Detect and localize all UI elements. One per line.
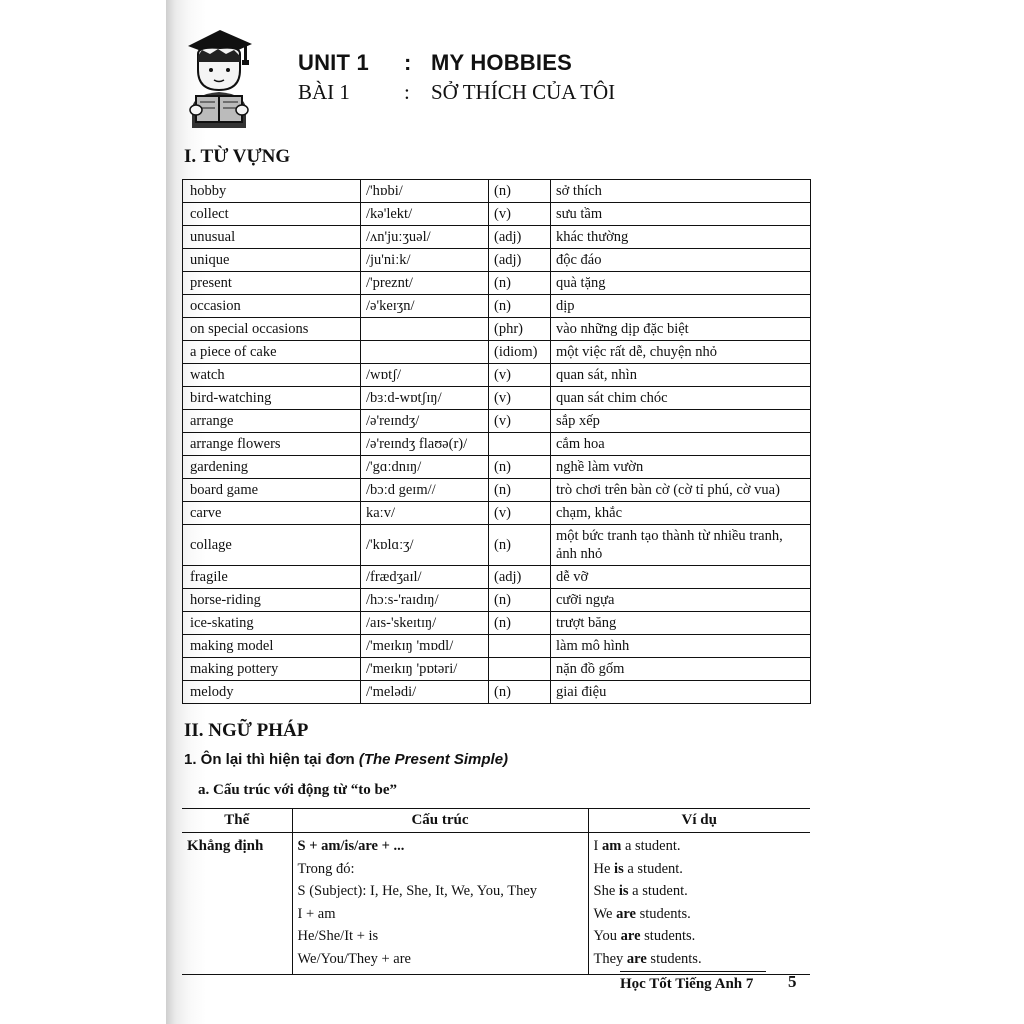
- vocab-meaning: sắp xếp: [551, 410, 811, 433]
- unit-title-line: [298, 50, 572, 76]
- example-subject: I: [593, 838, 602, 854]
- example-verb: are: [616, 905, 636, 922]
- vocab-word: arrange: [183, 410, 361, 433]
- vocab-meaning: nghề làm vườn: [551, 456, 811, 479]
- vocab-word: hobby: [183, 180, 361, 203]
- student-mascot-icon: [180, 24, 256, 128]
- vocab-ipa: /aɪs-'skeɪtɪŋ/: [361, 612, 489, 635]
- vocab-ipa: /frædʒaɪl/: [361, 566, 489, 589]
- example-cell: [588, 833, 810, 975]
- vocab-ipa: /'hɒbi/: [361, 180, 489, 203]
- vocab-meaning: trò chơi trên bàn cờ (cờ tỉ phú, cờ vua): [551, 479, 811, 502]
- vocab-row: [183, 180, 811, 203]
- vocab-row: [183, 226, 811, 249]
- vocab-ipa: /ə'reɪndʒ flaʊə(r)/: [361, 433, 489, 456]
- structure-line: I + am: [297, 905, 336, 922]
- vocab-word: making model: [183, 635, 361, 658]
- scan-margin: [0, 0, 166, 1024]
- vocab-pos: (n): [489, 525, 551, 566]
- vocab-pos: (v): [489, 410, 551, 433]
- vocab-ipa: /'gɑːdnɪŋ/: [361, 456, 489, 479]
- vocab-meaning: dễ vỡ: [551, 566, 811, 589]
- vocab-meaning: cắm hoa: [551, 433, 811, 456]
- present-simple-english-label: (The Present Simple): [358, 751, 509, 768]
- vocab-ipa: /bɔːd geɪm//: [361, 479, 489, 502]
- vocab-ipa: /'kɒlɑːʒ/: [361, 525, 489, 566]
- vocab-row: [183, 635, 811, 658]
- header-example: Ví dụ: [588, 809, 810, 833]
- footer-rule: [620, 971, 766, 972]
- vocab-meaning: trượt băng: [551, 612, 811, 635]
- structure-line: Trong đó:: [297, 860, 355, 877]
- vocab-word: watch: [183, 364, 361, 387]
- vocab-word: bird-watching: [183, 387, 361, 410]
- lesson-title-line: [298, 80, 616, 105]
- affirmative-label: Khẳng định: [187, 838, 264, 854]
- vocab-pos: [489, 433, 551, 456]
- grammar-table-row: [182, 833, 810, 975]
- example-sentence: [594, 858, 806, 881]
- vocab-row: [183, 456, 811, 479]
- vocab-meaning: sở thích: [551, 180, 811, 203]
- vocab-word: gardening: [183, 456, 361, 479]
- vocab-meaning: vào những dịp đặc biệt: [551, 318, 811, 341]
- structure-line: He/She/It + is: [297, 928, 379, 944]
- vocab-meaning: một việc rất dễ, chuyện nhỏ: [551, 341, 811, 364]
- lesson-label: BÀI 1: [298, 80, 350, 104]
- example-verb: is: [618, 883, 629, 899]
- example-sentence: [594, 880, 806, 903]
- example-rest: students.: [646, 950, 702, 967]
- example-sentence: [594, 835, 806, 858]
- vocab-pos: (n): [489, 456, 551, 479]
- example-sentence: [594, 925, 806, 948]
- vocab-ipa: [361, 318, 489, 341]
- vocab-pos: (v): [489, 364, 551, 387]
- vocab-meaning: làm mô hình: [551, 635, 811, 658]
- example-rest: students.: [635, 905, 691, 922]
- vocab-row: [183, 249, 811, 272]
- vocab-meaning: sưu tầm: [551, 203, 811, 226]
- header-form: Thể: [182, 809, 292, 833]
- vocab-pos: (n): [489, 295, 551, 318]
- vocab-meaning: nặn đồ gốm: [551, 658, 811, 681]
- grammar-table-header-row: [182, 809, 810, 833]
- present-simple-subheading: [184, 751, 508, 768]
- vocab-pos: (n): [489, 681, 551, 704]
- example-rest: a student.: [623, 860, 683, 877]
- lesson-title: SỞ THÍCH CỦA TÔI: [431, 80, 616, 104]
- vocab-meaning: quà tặng: [551, 272, 811, 295]
- example-verb: is: [614, 860, 624, 877]
- example-subject: They: [593, 950, 627, 967]
- vocab-word: collage: [183, 525, 361, 566]
- vocab-pos: (phr): [489, 318, 551, 341]
- vocab-row: [183, 658, 811, 681]
- vocab-ipa: /wɒtʃ/: [361, 364, 489, 387]
- vocab-word: unique: [183, 249, 361, 272]
- example-sentence: [594, 948, 806, 971]
- structure-line: S (Subject): I, He, She, It, We, You, They: [297, 883, 538, 899]
- vocab-word: melody: [183, 681, 361, 704]
- vocab-row: [183, 318, 811, 341]
- example-subject: You: [593, 928, 621, 944]
- vocab-ipa: /ju'niːk/: [361, 249, 489, 272]
- form-cell: [182, 833, 292, 975]
- vocab-row: [183, 479, 811, 502]
- vocab-row: [183, 433, 811, 456]
- vocabulary-table: [182, 179, 811, 704]
- vocab-word: horse-riding: [183, 589, 361, 612]
- page-number: 5: [788, 972, 797, 991]
- vocab-word: present: [183, 272, 361, 295]
- vocab-row: [183, 272, 811, 295]
- vocab-row: [183, 612, 811, 635]
- vocab-row: [183, 525, 811, 566]
- present-simple-subheading-text: 1. Ôn lại thì hiện tại đơn: [184, 751, 359, 768]
- vocab-pos: (adj): [489, 249, 551, 272]
- vocab-word: unusual: [183, 226, 361, 249]
- vocab-word: fragile: [183, 566, 361, 589]
- vocab-ipa: /bɜːd-wɒtʃɪŋ/: [361, 387, 489, 410]
- vocab-row: [183, 387, 811, 410]
- vocab-word: collect: [183, 203, 361, 226]
- vocab-ipa: /hɔːs-'raɪdɪŋ/: [361, 589, 489, 612]
- vocab-pos: (n): [489, 272, 551, 295]
- vocab-ipa: /kə'lekt/: [361, 203, 489, 226]
- example-subject: He: [593, 860, 615, 877]
- vocab-pos: (n): [489, 180, 551, 203]
- vocabulary-heading: I. TỪ VỰNG: [184, 146, 291, 167]
- example-verb: are: [620, 928, 641, 944]
- vocab-meaning: cưỡi ngựa: [551, 589, 811, 612]
- vocab-ipa: /ə'keɪʒn/: [361, 295, 489, 318]
- vocab-pos: (adj): [489, 226, 551, 249]
- example-subject: She: [593, 883, 619, 899]
- vocab-pos: (v): [489, 502, 551, 525]
- vocabulary-table-body: [183, 180, 811, 704]
- vocab-meaning: chạm, khắc: [551, 502, 811, 525]
- vocab-row: [183, 681, 811, 704]
- example-verb: am: [601, 838, 622, 854]
- structure-line: We/You/They + are: [297, 950, 411, 967]
- vocab-ipa: /'meɪkɪŋ 'mɒdl/: [361, 635, 489, 658]
- vocab-meaning: quan sát, nhìn: [551, 364, 811, 387]
- vocab-meaning: quan sát chim chóc: [551, 387, 811, 410]
- vocab-pos: (v): [489, 203, 551, 226]
- vocab-meaning: độc đáo: [551, 249, 811, 272]
- vocab-row: [183, 502, 811, 525]
- vocab-row: [183, 203, 811, 226]
- vocab-word: on special occasions: [183, 318, 361, 341]
- example-rest: students.: [640, 928, 696, 944]
- vocab-ipa: [361, 341, 489, 364]
- lesson-colon: :: [404, 80, 410, 104]
- vocab-pos: [489, 635, 551, 658]
- vocab-word: making pottery: [183, 658, 361, 681]
- vocab-pos: (idiom): [489, 341, 551, 364]
- footer-book-title: Học Tốt Tiếng Anh 7: [620, 976, 754, 992]
- vocab-word: carve: [183, 502, 361, 525]
- vocab-row: [183, 364, 811, 387]
- vocab-row: [183, 566, 811, 589]
- example-verb: are: [626, 950, 647, 967]
- unit-colon: :: [404, 50, 412, 75]
- to-be-subheading: a. Cấu trúc với động từ “to be”: [198, 782, 397, 798]
- vocab-word: arrange flowers: [183, 433, 361, 456]
- vocab-meaning: khác thường: [551, 226, 811, 249]
- vocab-pos: (v): [489, 387, 551, 410]
- vocab-pos: (n): [489, 589, 551, 612]
- vocab-word: occasion: [183, 295, 361, 318]
- vocab-word: ice-skating: [183, 612, 361, 635]
- vocab-row: [183, 410, 811, 433]
- vocab-ipa: kaːv/: [361, 502, 489, 525]
- vocab-pos: (n): [489, 612, 551, 635]
- vocab-row: [183, 295, 811, 318]
- example-subject: We: [593, 905, 617, 922]
- vocab-ipa: /'preznt/: [361, 272, 489, 295]
- vocab-meaning: dịp: [551, 295, 811, 318]
- vocab-word: a piece of cake: [183, 341, 361, 364]
- unit-title: MY HOBBIES: [431, 50, 572, 75]
- vocab-row: [183, 589, 811, 612]
- grammar-heading: II. NGỮ PHÁP: [184, 720, 309, 741]
- grammar-table: [182, 808, 810, 975]
- vocab-ipa: /ʌn'juːʒuəl/: [361, 226, 489, 249]
- example-rest: a student.: [628, 883, 688, 899]
- example-rest: a student.: [621, 838, 681, 854]
- header-structure: Cấu trúc: [292, 809, 588, 833]
- vocab-ipa: /'meɪkɪŋ 'pɒtəri/: [361, 658, 489, 681]
- vocab-ipa: /ə'reɪndʒ/: [361, 410, 489, 433]
- vocab-meaning: giai điệu: [551, 681, 811, 704]
- vocab-word: board game: [183, 479, 361, 502]
- vocab-pos: [489, 658, 551, 681]
- vocab-meaning: một bức tranh tạo thành từ nhiều tranh, ảnh nhỏ: [551, 525, 811, 566]
- unit-label: UNIT 1: [298, 50, 369, 75]
- structure-line: S + am/is/are + ...: [297, 838, 405, 854]
- example-sentence: [594, 903, 806, 926]
- structure-cell: [292, 833, 588, 975]
- vocab-ipa: /'melədi/: [361, 681, 489, 704]
- vocab-pos: (n): [489, 479, 551, 502]
- vocab-row: [183, 341, 811, 364]
- vocab-pos: (adj): [489, 566, 551, 589]
